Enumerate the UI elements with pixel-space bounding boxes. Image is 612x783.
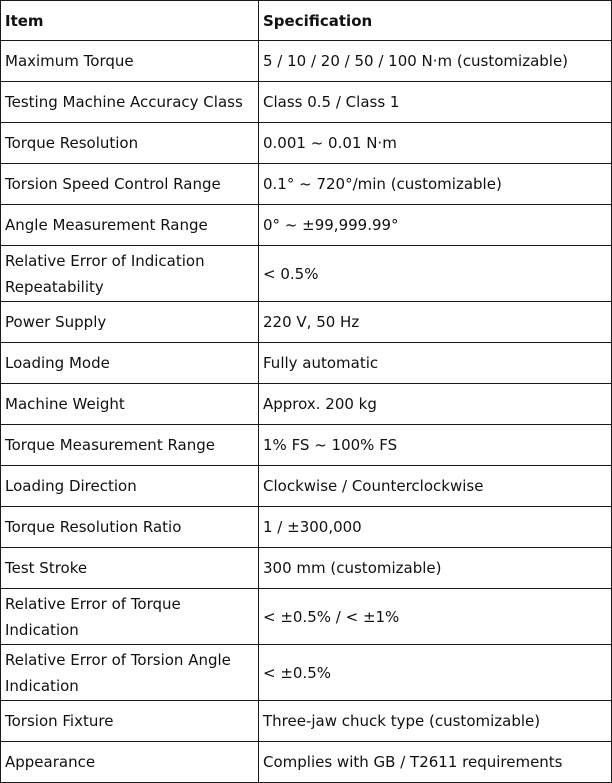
row-item: Relative Error of Indication Repeatability <box>1 246 259 302</box>
row-spec: < 0.5% <box>259 246 612 302</box>
row-item: Loading Direction <box>1 466 259 507</box>
row-item: Torsion Fixture <box>1 701 259 742</box>
table-row <box>1 205 612 246</box>
row-spec: Class 0.5 / Class 1 <box>259 82 612 123</box>
table-row <box>1 384 612 425</box>
table-row <box>1 425 612 466</box>
table-row <box>1 701 612 742</box>
header-row <box>1 1 612 41</box>
row-spec: 300 mm (customizable) <box>259 548 612 589</box>
table-header <box>1 1 612 41</box>
table-row <box>1 507 612 548</box>
row-item: Test Stroke <box>1 548 259 589</box>
row-item: Relative Error of Torque Indication <box>1 589 259 645</box>
row-item: Torsion Speed Control Range <box>1 164 259 205</box>
row-spec: < ±0.5% <box>259 645 612 701</box>
row-item: Testing Machine Accuracy Class <box>1 82 259 123</box>
row-spec: Three-jaw chuck type (customizable) <box>259 701 612 742</box>
row-spec: 220 V, 50 Hz <box>259 302 612 343</box>
row-spec: Approx. 200 kg <box>259 384 612 425</box>
row-item: Machine Weight <box>1 384 259 425</box>
table-row <box>1 302 612 343</box>
row-spec: 0.1° ~ 720°/min (customizable) <box>259 164 612 205</box>
row-item: Power Supply <box>1 302 259 343</box>
row-item: Torque Resolution Ratio <box>1 507 259 548</box>
table-row <box>1 548 612 589</box>
table-row <box>1 123 612 164</box>
row-spec: Complies with GB / T2611 requirements <box>259 742 612 783</box>
table-row <box>1 164 612 205</box>
row-item: Angle Measurement Range <box>1 205 259 246</box>
table-row <box>1 466 612 507</box>
table-row <box>1 246 612 302</box>
row-spec: < ±0.5% / < ±1% <box>259 589 612 645</box>
table-row <box>1 589 612 645</box>
row-spec: Fully automatic <box>259 343 612 384</box>
table-row <box>1 82 612 123</box>
row-item: Maximum Torque <box>1 41 259 82</box>
table-row <box>1 645 612 701</box>
row-spec: Clockwise / Counterclockwise <box>259 466 612 507</box>
row-spec: 5 / 10 / 20 / 50 / 100 N·m (customizable) <box>259 41 612 82</box>
header-item: Item <box>1 1 259 41</box>
row-spec: 0.001 ~ 0.01 N·m <box>259 123 612 164</box>
row-spec: 1% FS ~ 100% FS <box>259 425 612 466</box>
table-row <box>1 742 612 783</box>
header-specification: Specification <box>259 1 612 41</box>
table-row <box>1 41 612 82</box>
row-spec: 1 / ±300,000 <box>259 507 612 548</box>
table-row <box>1 343 612 384</box>
row-item: Appearance <box>1 742 259 783</box>
row-item: Torque Resolution <box>1 123 259 164</box>
table-body <box>1 41 612 783</box>
row-item: Torque Measurement Range <box>1 425 259 466</box>
row-item: Relative Error of Torsion Angle Indication <box>1 645 259 701</box>
row-spec: 0° ~ ±99,999.99° <box>259 205 612 246</box>
row-item: Loading Mode <box>1 343 259 384</box>
